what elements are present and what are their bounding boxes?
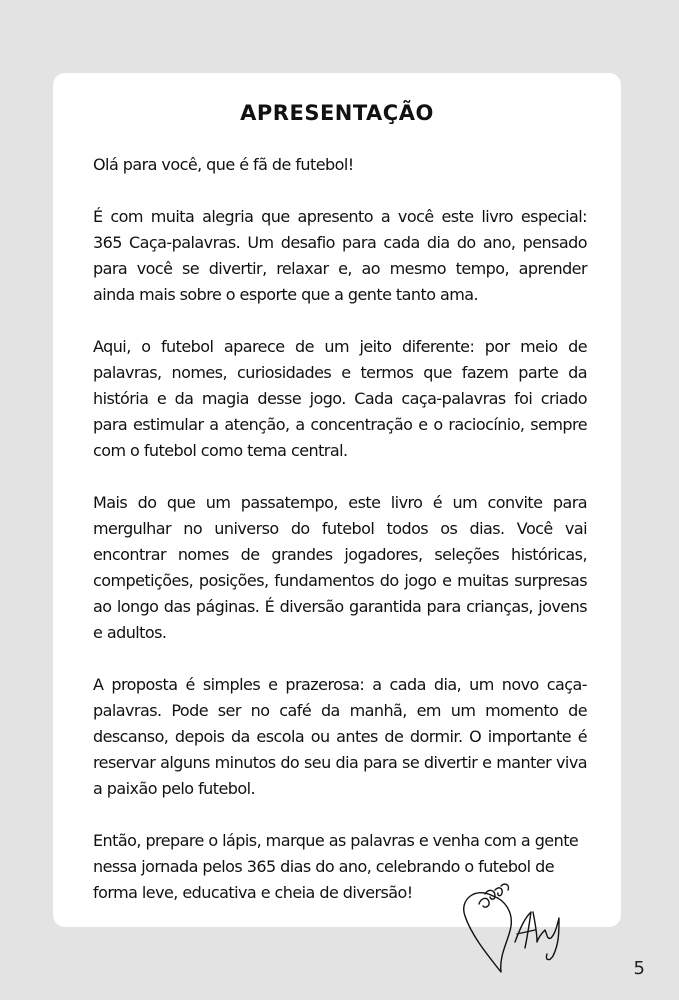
paragraph-greeting: Olá para você, que é fã de futebol! — [93, 155, 354, 174]
paragraph-intro: É com muita alegria que apresento a você este livro especial: 365 Caça-palavras. Um desafio para cada dia do ano, pensado para você se divertir, relaxar e, ao mesmo tempo, aprender ainda mais sobre o esporte que a gente tanto ama. — [93, 207, 587, 304]
page-number: 5 — [633, 958, 645, 979]
signature-icon — [455, 882, 575, 982]
paragraph-about: Aqui, o futebol aparece de um jeito diferente: por meio de palavras, nomes, curiosidades e termos que fazem parte da história e da magia desse jogo. Cada caça-palavras foi criado para estimular a atenção, a concentração e o raciocínio, sempre com o futebol como tema central. — [93, 337, 587, 460]
paragraph-invitation: Mais do que um passatempo, este livro é um convite para mergulhar no universo do futebol todos os dias. Você vai encontrar nomes de grandes jogadores, seleções históricas, competições, posições, fundamentos do jogo e muitas surpresas ao longo das páginas. É diversão garantida para crianças, jovens e adultos. — [93, 493, 587, 642]
paragraph-closing: Então, prepare o lápis, marque as palavras e venha com a gente nessa jornada pelos 365 dias do ano, celebrando o futebol de forma leve, educativa e cheia de diversão! — [93, 831, 579, 902]
content-card — [53, 73, 621, 927]
paragraph-proposal: A proposta é simples e prazerosa: a cada dia, um novo caça-palavras. Pode ser no café da manhã, em um momento de descanso, depois da escola ou antes de dormir. O importante é reservar alguns minutos do seu dia para se divertir e manter viva a paixão pelo futebol. — [93, 675, 587, 798]
body-text — [93, 152, 587, 906]
page-title: APRESENTAÇÃO — [240, 101, 434, 125]
